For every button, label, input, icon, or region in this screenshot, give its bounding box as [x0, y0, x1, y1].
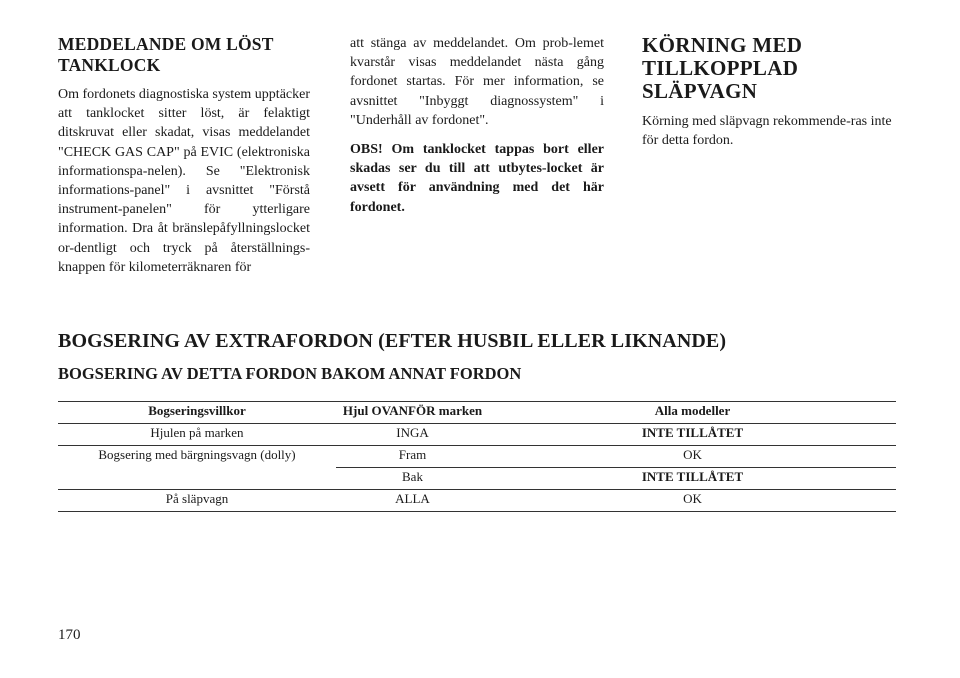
gas-cap-note: OBS! Om tanklocket tappas bort eller skadas ser du till att utbytes-locket är avsett för användning med det här fordonet. — [350, 142, 604, 215]
cell-condition: Bogsering med bärgningsvagn (dolly) — [58, 446, 336, 490]
cell-models: INTE TILLÅTET — [489, 468, 896, 490]
cell-wheels: INGA — [336, 424, 489, 446]
column-left — [58, 34, 310, 277]
cell-models: INTE TILLÅTET — [489, 424, 896, 446]
cell-condition: På släpvagn — [58, 490, 336, 512]
column-middle — [350, 34, 604, 217]
table-header-row — [58, 402, 896, 424]
section-heading-loose-gas-cap: MEDDELANDE OM LÖST TANKLOCK — [58, 34, 274, 75]
cell-models: OK — [489, 490, 896, 512]
table-row — [58, 424, 896, 446]
trailer-towing-text: Körning med släpvagn rekommende-ras inte för detta fordon. — [642, 114, 892, 149]
header-wheels-off-ground: Hjul OVANFÖR marken — [336, 402, 489, 424]
cell-wheels: ALLA — [336, 490, 489, 512]
cell-models: OK — [489, 446, 896, 468]
page-number: 170 — [58, 627, 81, 643]
cell-wheels: Fram — [336, 446, 489, 468]
cell-condition: Hjulen på marken — [58, 424, 336, 446]
subheading-towing-behind-vehicle: BOGSERING AV DETTA FORDON BAKOM ANNAT FORDON — [58, 364, 522, 383]
section-heading-trailer-towing: KÖRNING MED TILLKOPPLAD SLÄPVAGN — [642, 33, 803, 103]
towing-conditions-table — [58, 401, 896, 512]
table-row — [58, 446, 896, 468]
header-towing-condition: Bogseringsvillkor — [58, 402, 336, 424]
cell-wheels: Bak — [336, 468, 489, 490]
column-right — [642, 34, 900, 150]
loose-gas-cap-text-continued: att stänga av meddelandet. Om prob-lemet kvarstår visas meddelandet nästa gång fordonet startas. För mer information, se avsnittet "Inbyggt diagnossystem" i "Underhåll av fordonet". — [350, 36, 604, 128]
table-row — [58, 490, 896, 512]
section-heading-recreational-towing: BOGSERING AV EXTRAFORDON (EFTER HUSBIL ELLER LIKNANDE) — [58, 330, 727, 352]
header-all-models: Alla modeller — [489, 402, 896, 424]
loose-gas-cap-text: Om fordonets diagnostiska system upptäcker att tanklocket sitter löst, är felaktigt ditskruvat eller skadat, visas meddelandet "CHECK GAS CAP" på EVIC (elektroniska informationspa-nelen). Se "Elektronisk informations-panel" i avsnittet "Förstå instrument-panelen" för ytterligare information. Dra åt bränslepåfyllningslocket or-dentligt och tryck på återställnings-knappen för kilometerräknaren för — [58, 87, 310, 275]
